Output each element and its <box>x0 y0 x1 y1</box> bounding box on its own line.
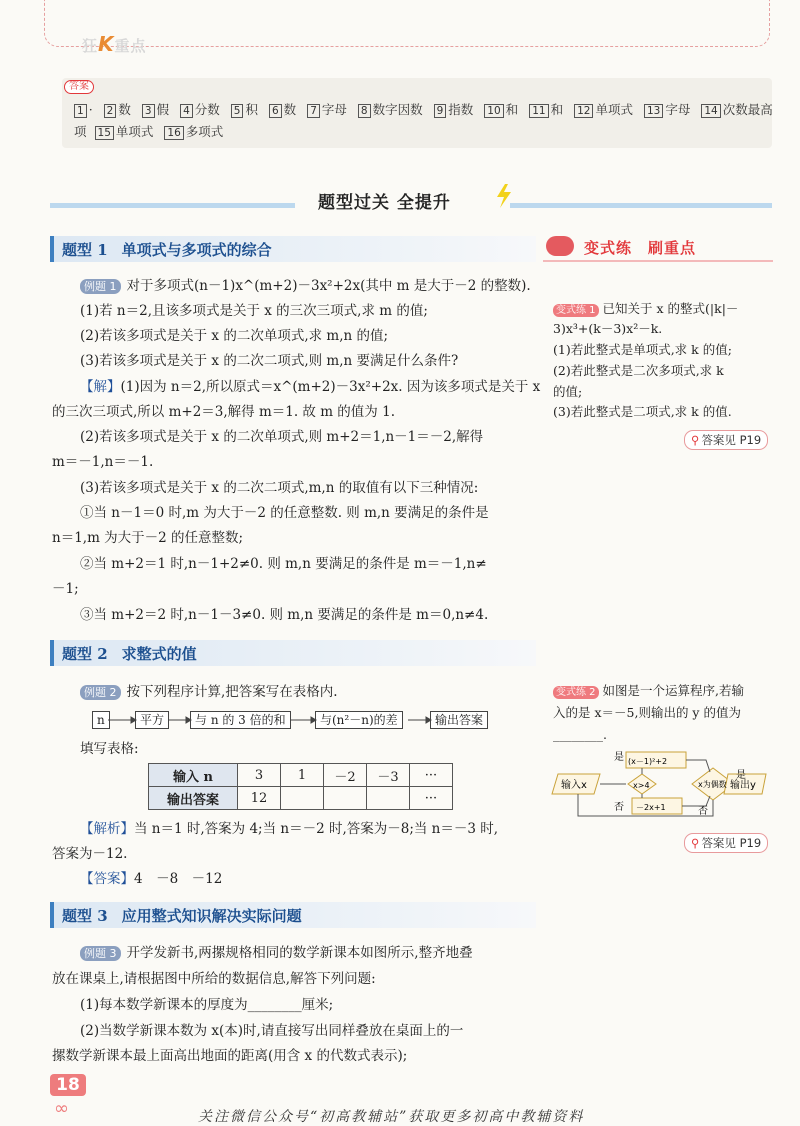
variant-1-q2: (2)若此整式是二次多项式,求 k <box>553 363 724 378</box>
answer-text: 积 <box>245 102 258 117</box>
example-2-table <box>148 763 453 810</box>
example-1-sol-1a: 【解】(1)因为 n＝2,所以原式＝x^(m+2)－3x²+2x. 因为该多项式是关于 x <box>80 379 541 395</box>
flow-input-n: n <box>92 711 110 729</box>
side-heading-icon <box>546 236 574 256</box>
table-cell: ··· <box>410 764 453 787</box>
example-3-stem-b: 放在课桌上,请根据图中所给的数据信息,解答下列问题: <box>52 971 376 987</box>
answer-number: 10 <box>484 104 503 118</box>
answer-text: 假 <box>156 102 170 117</box>
answer-number: 3 <box>142 104 155 118</box>
answer-line-2: 项 15 单项式 16 多项式 <box>74 124 224 139</box>
key-icon: ⚲ <box>691 836 700 850</box>
key-icon: ⚲ <box>691 433 700 447</box>
variant-2-line-2: 入的是 x＝－5,则输出的 y 的值为 <box>553 705 741 720</box>
answer-text: 数 <box>118 102 131 117</box>
answer-text: 多项式 <box>185 124 224 139</box>
flow-yes-label-1: 是 <box>614 752 624 763</box>
example-2-analysis: 【解析】当 n＝1 时,答案为 4;当 n＝－2 时,答案为－8;当 n＝－3 时, <box>80 821 499 837</box>
flow-difference: 与(n²－n)的差 <box>315 711 403 729</box>
flow-square: 平方 <box>135 711 169 729</box>
table-cell: 1 <box>281 764 324 787</box>
answer-text: 和 <box>550 102 564 117</box>
flow-output: 输出答案 <box>430 711 488 729</box>
flow-sum: 与 n 的 3 倍的和 <box>190 711 291 729</box>
example-2-analysis-b: 答案为－12. <box>52 846 128 862</box>
answer-text: 分数 <box>194 102 220 117</box>
answer-number: 7 <box>307 104 320 118</box>
example-2-fill: 填写表格: <box>80 741 139 757</box>
example-1-q1: (1)若 n＝2,且该多项式是关于 x 的三次三项式,求 m 的值; <box>80 303 428 319</box>
answer-number: 2 <box>104 104 117 118</box>
answer-text: 单项式 <box>595 102 633 117</box>
answer-number: 16 <box>164 126 183 140</box>
example-3-q1: (1)每本数学新课本的厚度为________厘米; <box>80 997 334 1013</box>
answer-number: 15 <box>95 126 114 140</box>
example-2-stem: 例题 2 按下列程序计算,把答案写在表格内. <box>80 683 338 701</box>
answer-text: 字母 <box>665 102 691 117</box>
answer-item <box>644 102 690 117</box>
answer-item <box>574 102 633 117</box>
answer-text: 数字因数 <box>372 102 423 117</box>
answer-number: 14 <box>701 104 720 118</box>
example-1-case-1a: ①当 n－1＝0 时,m 为大于－2 的任意整数. 则 m,n 要满足的条件是 <box>80 505 489 521</box>
answer-number: 9 <box>434 104 447 118</box>
example-1-case-3: ③当 m+2＝2 时,n－1－3≠0. 则 m,n 要满足的条件是 m＝0,n≠4. <box>80 607 489 623</box>
flow-top-label: (x－1)²+2 <box>628 757 668 766</box>
table-cell: 12 <box>238 787 281 810</box>
answer-number: 1 <box>74 104 87 118</box>
variant-1-q1: (1)若此整式是单项式,求 k 的值; <box>553 342 732 357</box>
flow-bottom-label: －2x+1 <box>636 803 666 812</box>
table-row <box>149 787 453 810</box>
variant-1-q3: (3)若此整式是二项式,求 k 的值. <box>553 404 732 419</box>
answer-tag: 答案 <box>64 80 94 94</box>
answer-text: 数 <box>283 102 297 117</box>
table-cell: －3 <box>367 764 410 787</box>
example-1-case-2a: ②当 m+2＝1 时,n－1+2≠0. 则 m,n 要满足的条件是 m＝－1,n≠ <box>80 556 487 572</box>
example-3-q2a: (2)当数学新课本数为 x(本)时,请直接写出同样叠放在桌面上的一 <box>80 1023 464 1039</box>
variant-1-q2b: 的值; <box>553 384 583 399</box>
table-head-output: 输出答案 <box>149 787 238 810</box>
answer-number: 11 <box>529 104 548 118</box>
flow-no-label-1: 否 <box>614 802 624 813</box>
example-1-case-1b: n＝1,m 为大于－2 的任意整数; <box>52 530 244 546</box>
example-1-sol-1b: 的三次三项式,所以 m+2＝3,解得 m＝1. 故 m 的值为 1. <box>52 404 395 420</box>
example-3-q2b: 摞数学新课本最上面高出地面的距离(用含 x 的代数式表示); <box>52 1048 408 1064</box>
flow-yes-label-2: 是 <box>736 770 746 781</box>
example-1-sol-2a: (2)若该多项式是关于 x 的二次单项式,则 m+2＝1,n－1＝－2,解得 <box>80 429 484 445</box>
example-2-answer: 【答案】4 －8 －12 <box>80 871 223 887</box>
answer-number: 8 <box>358 104 371 118</box>
flow-no-label-2: 否 <box>698 806 708 817</box>
variant-2-flowchart <box>548 748 774 828</box>
section-head-2: 题型 2 求整式的值 <box>50 640 536 666</box>
see-answer-link-2[interactable]: ⚲ 答案见 P19 <box>684 833 768 853</box>
flow-cond-label: x>4 <box>633 781 650 790</box>
answer-number: 13 <box>644 104 663 118</box>
answer-text: · <box>88 102 93 117</box>
section-head-1: 题型 1 单项式与多项式的综合 <box>50 236 536 262</box>
flow-arrows <box>0 0 540 740</box>
table-cell <box>367 787 410 810</box>
variant-1-line-1: 变式练 1 已知关于 x 的整式(|k|－ <box>553 300 738 317</box>
example-3-stem: 例题 3 开学发新书,两摞规格相同的数学新课本如图所示,整齐地叠 <box>80 944 473 962</box>
answer-text: 字母 <box>321 102 347 117</box>
section-head-3: 题型 3 应用整式知识解决实际问题 <box>50 902 536 928</box>
answer-number: 6 <box>269 104 282 118</box>
answer-text: 单项式 <box>115 124 154 139</box>
table-row <box>149 764 453 787</box>
page-number: 18 <box>50 1074 86 1096</box>
variant-2-blank: ________. <box>553 727 607 742</box>
flow-even-label: x为偶数 <box>698 780 727 789</box>
answer-text: 和 <box>505 102 519 117</box>
side-heading: 变式练 刷重点 <box>584 239 697 257</box>
table-cell: ··· <box>410 787 453 810</box>
infinity-icon: ∞ <box>54 1098 69 1119</box>
example-1-q3: (3)若该多项式是关于 x 的二次二项式,则 m,n 要满足什么条件? <box>80 353 459 369</box>
table-cell: 3 <box>238 764 281 787</box>
flow-input-label: 输入x <box>561 780 587 791</box>
example-1-sol-2b: m＝－1,n＝－1. <box>52 454 154 470</box>
footer-note: 关注微信公众号“初高教辅站”获取更多初高中教辅资料 <box>198 1109 585 1125</box>
flow-output-label: 输出y <box>730 780 756 791</box>
band-title: 题型过关 全提升 <box>318 193 451 213</box>
answer-number: 5 <box>231 104 244 118</box>
table-cell <box>281 787 324 810</box>
table-cell: －2 <box>324 764 367 787</box>
brand-logo: 狂K重点 <box>82 32 147 56</box>
see-answer-link-1[interactable]: ⚲ 答案见 P19 <box>684 430 768 450</box>
title-band-right <box>510 203 772 208</box>
variant-2-line-1: 变式练 2 如图是一个运算程序,若输 <box>553 682 744 699</box>
answer-number: 4 <box>180 104 193 118</box>
example-1-stem: 例题 1 对于多项式(n－1)x^(m+2)－3x²+2x(其中 m 是大于－2 的整数). <box>80 277 531 295</box>
answer-text: 次数最高 <box>722 102 773 117</box>
table-cell <box>324 787 367 810</box>
answer-item <box>701 102 772 117</box>
table-head-input: 输入 n <box>149 764 238 787</box>
example-1-q2: (2)若该多项式是关于 x 的二次单项式,求 m,n 的值; <box>80 328 389 344</box>
example-1-case-2b: －1; <box>52 581 79 597</box>
answer-number: 12 <box>574 104 593 118</box>
example-1-sol-3: (3)若该多项式是关于 x 的二次二项式,m,n 的取值有以下三种情况: <box>80 480 479 496</box>
variant-1-line-2: 3)x³+(k－3)x²－k. <box>553 321 663 336</box>
answer-text: 指数 <box>448 102 474 117</box>
